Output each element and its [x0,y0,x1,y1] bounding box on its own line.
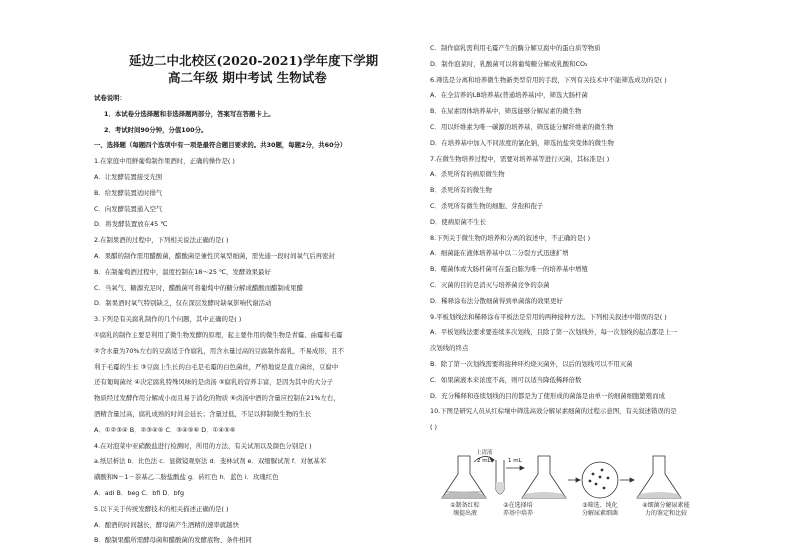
caption-step-1: ①制备红棕 壤提出液 [450,502,480,517]
label-supernatant: 上清液 [476,450,493,456]
left-text-line: 5.以下关于传统发酵技术的相关描述正确的是( ) [94,504,229,513]
right-text-line: D．充分稀释和连续划线的目的都是为了使形成的菌落是由单一的细菌细胞繁殖而成 [430,391,665,400]
right-text-line: C．灭菌的目的是消灭与培养菌竞争的杂菌 [430,281,550,289]
left-text-line: A．酿酒的时间越长，酵母菌产生酒精的速率就越快 [94,520,239,529]
left-text-line: C．当氧气、糖源充足时，醋酸菌可将葡萄中的糖分解成醋酸而醋制成果醋 [94,283,303,292]
left-text-line: B．在制葡萄酒过程中，温度控制在18～25 ℃，发酵效果最好 [94,267,271,276]
left-text-line: 2.在制果酒的过程中，下列相关说法正确的是( ) [94,236,229,245]
right-text-line: C．如果菌液本来浓度不高，则可以适当降低稀释倍数 [430,375,582,384]
right-text-line: C．杀死所有微生物的细胞、芽孢和孢子 [430,202,544,210]
caption-step-2: ②在选择培 养基中培养 [502,502,533,517]
test-tube-2 [496,460,504,494]
right-text-line: D．在培养基中加入不同浓度的氯化钠，筛选抗盐突变体的微生物 [430,138,614,147]
left-text-line: A．让发酵装置接受光照 [94,173,163,181]
label-2ml: 2 mL [477,458,491,464]
left-text-line: D．将发酵装置放在45 ℃ [94,220,168,229]
left-text-line: 磺酸和N－1－萘基乙二胺盐酸盐 g．砖红色 h．蓝色 i．玫瑰红色 [94,473,279,482]
left-text-line: 利于毛霉的生长 ③豆腐上生长的白毛是毛霉的白色菌丝，严格地说是直立菌丝，豆腐中 [94,362,339,371]
left-text-line: B．给发酵装置适时排气 [94,188,163,197]
right-text-line: D．使病原菌不生长 [430,217,487,226]
left-text-line: 物质经过发酵作用分解成小而且易于消化的物质 ⑥卤汤中酒的含量应控制在21%左右， [94,394,340,403]
label-1ml: 1 mL [508,458,522,464]
left-text-line: D．制果酒时氧气特别缺乏，仅在深层发酵时缺氧影响代谢活动 [94,299,272,308]
petri-dish [582,462,618,498]
left-text-line: ①腐乳的制作主要是利用了微生物发酵的原理，起主要作用的微生物是青霉、曲霉和毛霉 [94,331,343,339]
right-text-line: A．平板划线法要求要连续多次划线，且除了第一次划线外，每一次划线的起点都是上一 [430,328,678,337]
right-text-line: B．杀死所有的微生物 [430,186,492,195]
right-text-line: B．除了第一次划线需要将接种环灼烧灭菌外，以后的划线可以不用灭菌 [430,360,633,368]
right-text-line: D．制作泡菜时，乳酸菌可以将葡萄糖分解成乳酸和CO₂ [430,59,588,68]
left-text-line: 还有匍匐菌丝 ④决定腐乳特殊风味的是卤汤 ⑤腐乳的营养丰富，是因为其中的大分子 [94,378,334,387]
left-text-line: 2．考试时间90分钟，分值100分。 [104,125,208,134]
left-text-line: 试卷说明： [94,94,126,102]
right-text-line: 9.平板划线法和稀释涂布平板法是常用的两种接种方法。下列相关叙述中错误的是( ) [430,312,667,321]
caption-step-4: ④细菌分解尿素能 力的鉴定和比较 [642,502,690,517]
right-text-line: 6.筛选是分离和培养微生物新类型常用的手段，下列有关技术中不能筛选成功的是( ) [430,75,667,84]
left-text-line: A．adi B．beg C．bfi D．bfg [94,489,185,497]
left-text-line: A．果醋的制作需用醋酸菌，醋酸菌是兼性厌氧型细菌，需先通一段时间氧气后再密封 [94,252,335,260]
exam-title: 延边二中北校区(2020-2021)学年度下学期 [129,53,379,68]
left-text-line: A．①②③④ B．②③④⑤ C．③④⑤⑥ D．①④⑤⑥ [94,425,236,434]
left-text-line: ②含水量为70%左右的豆腐适于作腐乳，用含水量过高的豆腐制作腐乳，不易成形，且不 [94,346,344,355]
right-text-line: 8.下列关于微生物的培养和分离的叙述中，不正确的是( ) [430,233,591,242]
right-text-line: A．在全营养的LB培养基(普通培养基)中，筛选大肠杆菌 [430,91,588,100]
left-text-line: 酒精含量过高，腐乳成熟的时间会延长；含量过低，不足以抑制微生物的生长 [94,410,312,418]
left-text-line: B．酿制果醋所需酵母菌和醋酸菌的发酵底物、条件相同 [94,536,252,545]
left-text-line: 1．本试卷分选择题和非选择题两部分，答案写在答题卡上。 [104,109,275,118]
left-text-line: 1.在家庭中用鲜葡萄制作果酒时，正确的操作是( ) [94,157,235,166]
right-text-line: 10.下图是研究人员从红棕壤中筛选高效分解尿素细菌的过程示意图，有关叙述错误的是 [430,407,677,416]
caption-step-3: ③筛选、纯化 分解尿素细菌 [581,502,618,517]
left-text-line: a.纸层析法 b．比色法 c．显微镜观察法 d．斐林试剂 e．双缩脲试剂 f．对氨基苯 [94,457,327,466]
right-text-line: D．稀释涂布法分散细菌得到单菌落的效果更好 [430,296,563,305]
right-text-line: A．细菌能在液体培养基中以二分裂方式迅速扩增 [430,249,569,258]
right-text-line: 7.在微生物培养过程中，需要对培养基等进行灭菌，其标准是( ) [430,154,610,163]
left-text-line: 一、选择题（每题四个选项中有一项是最符合题目要求的。共30题，每题2分，共60分） [94,141,347,150]
right-text-line: ( ) [430,423,438,432]
flask-3 [522,456,566,498]
right-text-line: B．噬菌体或大肠杆菌可在蛋白胨为唯一的培养基中增殖 [430,265,588,274]
left-text-line: C．向发酵装置通入空气 [94,204,163,213]
right-text-line: C．制作腐乳需利用毛霉产生的酶分解豆腐中的蛋白质等物质 [430,44,601,52]
right-text-line: C．用以纤维素为唯一碳源的培养基，筛选能分解纤维素的微生物 [430,123,614,131]
left-text-line: 4.在对泡菜中亚硝酸盐进行检测时，所用的方法、有关试剂以及颜色分别是( ) [94,441,312,450]
process-arrows [474,456,634,482]
right-text-line: A．杀死所有的病原微生物 [430,170,505,179]
exam-subtitle: 高二年级 期中考试 生物试卷 [168,70,327,85]
right-text-line: 次划线的终点 [430,344,469,353]
q10-figure [430,446,752,546]
left-text-line: 3.下列是有关腐乳制作的几个问题，其中正确的是( ) [94,315,242,324]
flask-4 [637,456,681,498]
right-text-line: B．在尿素固体培养基中，筛选能够分解尿素的微生物 [430,107,582,116]
